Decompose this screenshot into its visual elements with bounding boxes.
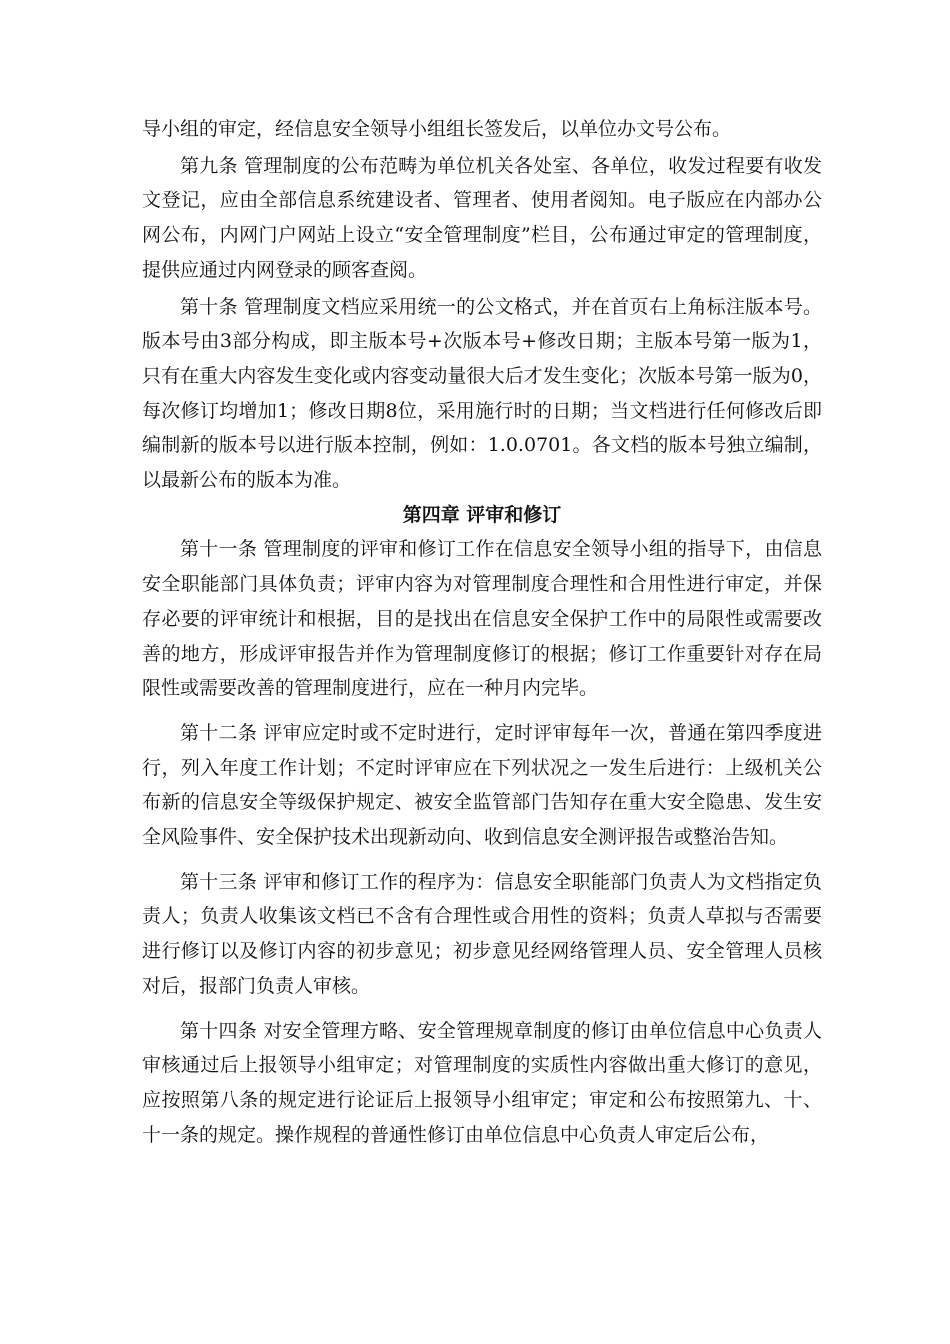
paragraph-article-11: 第十一条 管理制度的评审和修订工作在信息安全领导小组的指导下，由信息安全职能部门具体负责；评审内容为对管理制度合理性和合用性进行审定，并保存必要的评审统计和根据，目的是找出在信息安全保护工作中的局限性或需要改善的地方，形成评审报告并作为管理制度修订的根据；修订工作重要针对存在局限性或需要改善的管理制度进行，应在一种月内完毕。 [142, 538, 822, 700]
paragraph-article-12: 第十二条 评审应定时或不定时进行，定时评审每年一次，普通在第四季度进行，列入年度工作计划；不定时评审应在下列状况之一发生后进行：上级机关公布新的信息安全等级保护规定、被安全监管部门告知存在重大安全隐患、发生安全风险事件、安全保护技术出现新动向、收到信息安全测评报告或整治告知。 [142, 721, 822, 849]
paragraph-article-9: 第九条 管理制度的公布范畴为单位机关各处室、各单位，收发过程要有收发文登记，应由全部信息系统建设者、管理者、使用者阅知。电子版应在内部办公网公布，内网门户网站上设立“安全管理制度”栏目，公布通过审定的管理制度，提供应通过内网登录的顾客查阅。 [142, 154, 822, 281]
paragraph-article-14: 第十四条 对安全管理方略、安全管理规章制度的修订由单位信息中心负责人审核通过后上报领导小组审定；对管理制度的实质性内容做出重大修订的意见，应按照第八条的规定进行论证后上报领导小组审定；审定和公布按照第九、十、十一条的规定。操作规程的普通性修订由单位信息中心负责人审定后公布， [142, 1019, 822, 1146]
paragraph-article-13: 第十三条 评审和修订工作的程序为：信息安全职能部门负责人为文档指定负责人；负责人收集该文档已不含有合理性或合用性的资料；负责人草拟与否需要进行修订以及修订内容的初步意见；初步意见经网络管理人员、安全管理人员核对后，报部门负责人审核。 [142, 870, 822, 997]
chapter-heading: 第四章 评审和修订 [402, 503, 562, 526]
document-page [142, 112, 822, 1152]
paragraph-continuation: 导小组的审定，经信息安全领导小组组长签发后，以单位办文号公布。 [142, 118, 732, 140]
paragraph-article-10: 第十条 管理制度文档应采用统一的公文格式，并在首页右上角标注版本号。版本号由3部分构成，即主版本号+次版本号+修改日期；主版本号第一版为1，只有在重大内容发生变化或内容变动量很大后才发生变化；次版本号第一版为0，每次修订均增加1；修改日期8位，采用施行时的日期；当文档进行任何修改后即编制新的版本号以进行版本控制，例如：1.0.0701。各文档的版本号独立编制，以最新公布的版本为准。 [142, 295, 822, 492]
